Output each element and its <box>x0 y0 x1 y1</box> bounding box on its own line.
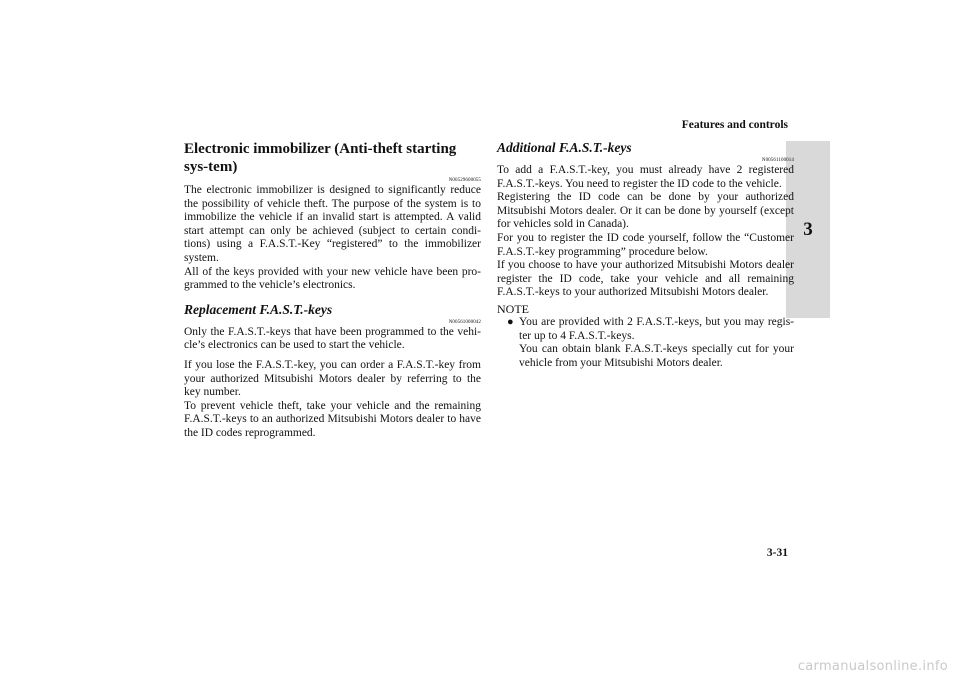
paragraph: To add a F.A.S.T.-key, you must already have 2 registered F.A.S.T.-keys. You need to register the ID code to the vehicle. <box>497 164 794 190</box>
left-column <box>184 140 481 441</box>
paragraph: For you to register the ID code yourself, follow the “Customer F.A.S.T.-key programming” procedure below. <box>497 231 794 258</box>
paragraph: Registering the ID code can be done by your authorized Mitsubishi Motors dealer. Or it can be done by yourself (except for vehicles sold in Canada). <box>497 191 794 231</box>
section-title-additional: Additional F.A.S.T.-keys <box>497 140 632 155</box>
note-text: You can obtain blank F.A.S.T.-keys specially cut for your vehicle from your Mitsubishi Motors dealer. <box>519 343 794 369</box>
paragraph: Only the F.A.S.T.-keys that have been programmed to the vehi-cle’s electronics can be used to start the vehicle. <box>184 325 481 352</box>
section-replacement-keys <box>184 302 481 441</box>
note-item <box>497 316 794 370</box>
right-column <box>497 140 794 370</box>
bullet-icon: ● <box>507 315 514 328</box>
note-label: NOTE <box>497 301 529 316</box>
paragraph: To prevent vehicle theft, take your vehicle and the remaining F.A.S.T.-keys to an authorized Mitsubishi Motors dealer to have the ID codes reprogrammed. <box>184 399 481 439</box>
note-text: You are provided with 2 F.A.S.T.-keys, but you may regis-ter up to 4 F.A.S.T.-keys. <box>519 315 794 342</box>
paragraph: All of the keys provided with your new vehicle have been pro-grammed to the vehicle’s electronics. <box>184 265 481 292</box>
page-number: 3-31 <box>766 547 788 559</box>
reference-code: N00561000042 <box>448 319 481 325</box>
chapter-number: 3 <box>803 219 813 240</box>
section-title-immobilizer: Electronic immobilizer (Anti-theft starting sys-tem) <box>184 141 457 175</box>
section-title-replacement: Replacement F.A.S.T.-keys <box>184 301 333 317</box>
watermark: carmanualsonline.info <box>797 659 948 674</box>
reference-code: N00561100014 <box>761 158 794 163</box>
running-header: Features and controls <box>681 119 788 131</box>
paragraph: The electronic immobilizer is designed to significantly reduce the possibility of vehicle theft. The purpose of the system is to immobilize the vehicle if an invalid start is attempted. A valid start attempt can only be achieved (subject to certain condi-tions) using a F.A.S.T.-Key “registered” to the immobilizer system. <box>184 184 481 264</box>
paragraph: If you choose to have your authorized Mitsubishi Motors dealer register the ID code, take your vehicle and all remaining F.A.S.T.-keys to your authorized Mitsubishi Motors dealer. <box>497 259 794 299</box>
paragraph: If you lose the F.A.S.T.-key, you can order a F.A.S.T.-key from your authorized Mitsubishi Motors dealer by referring to the key number. <box>184 358 481 399</box>
reference-code: N00529600055 <box>448 178 481 183</box>
